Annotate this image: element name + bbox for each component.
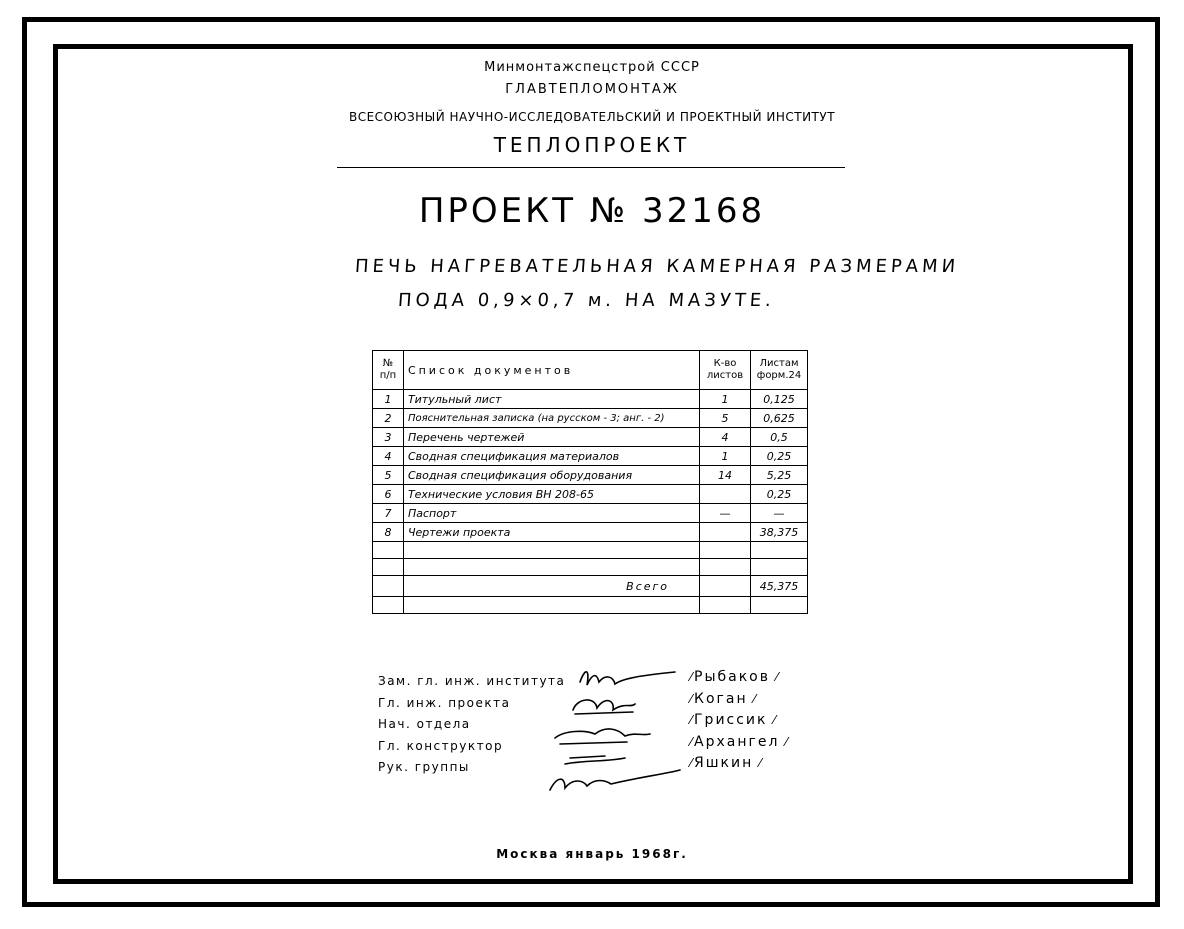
cell-number: 5 <box>373 466 404 485</box>
cell-count <box>700 523 751 542</box>
table-row-empty <box>373 542 808 559</box>
name-grissik: ⁄ Гриссик ⁄ <box>690 710 789 732</box>
institute-full-name: ВСЕСОЮЗНЫЙ НАУЧНО-ИССЛЕДОВАТЕЛЬСКИЙ И ПРОЕКТНЫЙ ИНСТИТУТ <box>348 110 836 124</box>
cell-document: Перечень чертежей <box>403 428 699 447</box>
project-number: ПРОЕКТ № 32168 <box>418 191 766 231</box>
cell-count: 4 <box>700 428 751 447</box>
cell-number: 1 <box>373 390 404 409</box>
table-header-row <box>373 351 808 390</box>
cell-document: Титульный лист <box>403 390 699 409</box>
handwritten-signatures <box>535 660 695 800</box>
project-title-line2: ПОДА 0,9×0,7 м. НА МАЗУТЕ. <box>397 290 776 311</box>
table-row-empty <box>373 559 808 576</box>
cell-sheets: 0,25 <box>751 485 808 504</box>
cell-number: 8 <box>373 523 404 542</box>
cell-sheets: 0,625 <box>751 409 808 428</box>
table-row <box>373 428 808 447</box>
col-header-list: Список документов <box>403 351 699 390</box>
cell-document: Паспорт <box>403 504 699 523</box>
role-deputy-chief-engineer: Зам. гл. инж. института <box>378 674 566 688</box>
cell-document: Чертежи проекта <box>403 523 699 542</box>
cell-count: 1 <box>700 390 751 409</box>
cell-number: 7 <box>373 504 404 523</box>
signature-names <box>690 667 789 775</box>
table-row <box>373 447 808 466</box>
role-chief-designer: Гл. конструктор <box>378 738 504 753</box>
cell-number: 2 <box>373 409 404 428</box>
cell-sheets: — <box>751 504 808 523</box>
project-title-line1: ПЕЧЬ НАГРЕВАТЕЛЬНАЯ КАМЕРНАЯ РАЗМЕРАМИ <box>354 256 960 277</box>
cell-number: 6 <box>373 485 404 504</box>
role-chief-project-engineer: Гл. инж. проекта <box>378 695 511 710</box>
cell-sheets: 0,125 <box>751 390 808 409</box>
col-header-count: К-во листов <box>700 351 751 390</box>
cell-count: 5 <box>700 409 751 428</box>
col-header-sheets: Листам форм.24 <box>751 351 808 390</box>
cell-count: — <box>700 504 751 523</box>
glavk-name: ГЛАВТЕПЛОМОНТАЖ <box>505 82 679 97</box>
table-row <box>373 485 808 504</box>
table-row <box>373 390 808 409</box>
cell-document: Сводная спецификация оборудования <box>403 466 699 485</box>
cell-count <box>700 485 751 504</box>
documents-table <box>372 350 808 614</box>
cell-sheets: 0,5 <box>751 428 808 447</box>
total-label: Всего <box>403 576 699 597</box>
role-group-leader: Рук. группы <box>378 760 470 774</box>
institute-name: ТЕПЛОПРОЕКТ <box>493 133 691 157</box>
table-row <box>373 409 808 428</box>
cell-document: Пояснительная записка (на русском - 3; анг. - 2) <box>403 409 699 428</box>
name-arkhangel: ⁄ Архангел ⁄ <box>690 732 789 754</box>
place-date: Москва январь 1968г. <box>496 847 688 861</box>
cell-sheets: 5,25 <box>751 466 808 485</box>
cell-document: Технические условия ВН 208-65 <box>403 485 699 504</box>
cell-sheets: 38,375 <box>751 523 808 542</box>
table-total-row <box>373 576 808 597</box>
header-divider <box>337 167 845 168</box>
cell-number: 4 <box>373 447 404 466</box>
cell-document: Сводная спецификация материалов <box>403 447 699 466</box>
table-row <box>373 523 808 542</box>
table-row <box>373 466 808 485</box>
total-value: 45,375 <box>751 576 808 597</box>
name-kogan: ⁄ Коган ⁄ <box>690 689 789 711</box>
cell-count: 1 <box>700 447 751 466</box>
cell-number: 3 <box>373 428 404 447</box>
table-row-empty <box>373 597 808 614</box>
cell-sheets: 0,25 <box>751 447 808 466</box>
cell-count: 14 <box>700 466 751 485</box>
ministry-name: Минмонтажспецстрой СССР <box>484 60 700 75</box>
table-row <box>373 504 808 523</box>
name-rybakov: ⁄ Рыбаков ⁄ <box>690 667 789 689</box>
col-header-number: № п/п <box>373 351 404 390</box>
role-department-head: Нач. отдела <box>378 717 471 731</box>
name-yashkin: ⁄ Яшкин ⁄ <box>690 753 789 775</box>
